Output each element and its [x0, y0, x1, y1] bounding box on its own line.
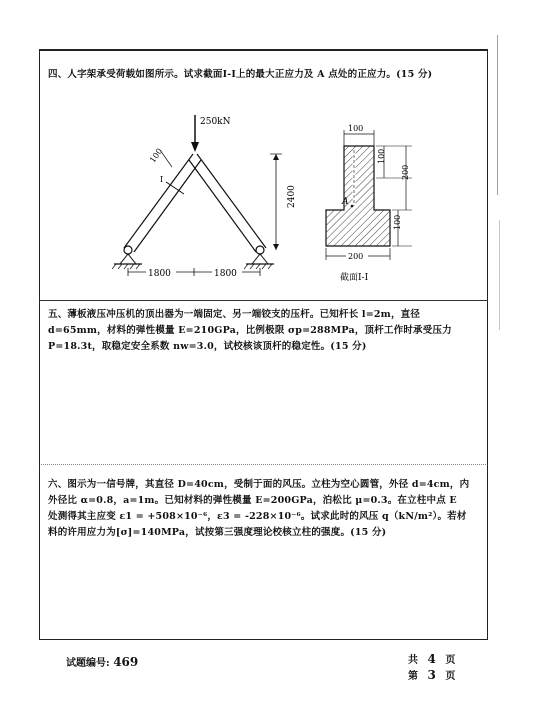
dim-100b-label: 100 [393, 214, 402, 230]
dim-200-label: 200 [401, 164, 410, 180]
span-right-label: 1800 [214, 269, 237, 279]
question-divider [39, 464, 488, 465]
question-6 [48, 477, 470, 541]
section-mark-label: Ⅰ [160, 175, 164, 184]
top-width-label: 100 [348, 124, 364, 133]
current-page-unit: 页 [445, 671, 456, 682]
total-pages-unit: 页 [445, 655, 456, 666]
scan-mark [499, 220, 500, 330]
total-pages: 4 [427, 652, 436, 666]
current-page-label: 第 [408, 671, 418, 682]
page-counter [408, 652, 455, 684]
total-pages-label: 共 [408, 655, 418, 666]
dim-left-label: 100 [148, 146, 165, 165]
exam-code-label: 试题编号: [66, 658, 110, 669]
question-6-text: 六、图示为一信号牌，其直径 D=40cm，受制于面的风压。立柱为空心圆管，外径 d=4cm，内外径比 α=0.8，a=1m。已知材料的弹性模量 E=200GPa，泊松比 μ=0.3。在立柱中点 E 处测得其主应变 ε1 = +508×10⁻⁶，ε3 = -228×10⁻⁶。试求此时的风压 q（kN/m²）。若材料的许用应力为[σ]=140MPa，试按第三强度理论校核立柱的强度。(15 分) [48, 479, 470, 538]
scan-mark [497, 35, 498, 195]
question-4-text: 四、人字架承受荷载如图所示。试求截面Ⅰ-Ⅰ上的最大正应力及 A 点处的正应力。(15 分) [48, 69, 433, 80]
question-4 [48, 67, 470, 82]
t-section-figure [318, 120, 428, 290]
bottom-width-label: 200 [348, 252, 364, 261]
left-pin-support [124, 246, 132, 254]
question-5 [48, 307, 470, 355]
load-label: 250kN [200, 117, 231, 127]
current-page: 3 [427, 668, 436, 682]
question-divider [39, 300, 488, 301]
point-a-label: A [342, 197, 349, 207]
exam-code [66, 654, 138, 669]
dim-100a-label: 100 [377, 148, 386, 164]
right-pin-support [256, 246, 264, 254]
exam-code-number: 469 [113, 655, 139, 669]
a-frame-figure [100, 110, 300, 285]
height-label: 2400 [287, 185, 297, 208]
question-5-text: 五、薄板液压冲压机的顶出器为一端固定、另一端铰支的压杆。已知杆长 l=2m，直径 d=65mm，材料的弹性模量 E=210GPa，比例极限 σp=288MPa，顶杆工作时承受压力 P=18.3t，取稳定安全系数 nw=3.0，试校核该顶杆的稳定性。(15 分) [48, 309, 452, 352]
span-left-label: 1800 [148, 269, 171, 279]
section-caption: 截面Ⅰ-Ⅰ [340, 273, 369, 283]
